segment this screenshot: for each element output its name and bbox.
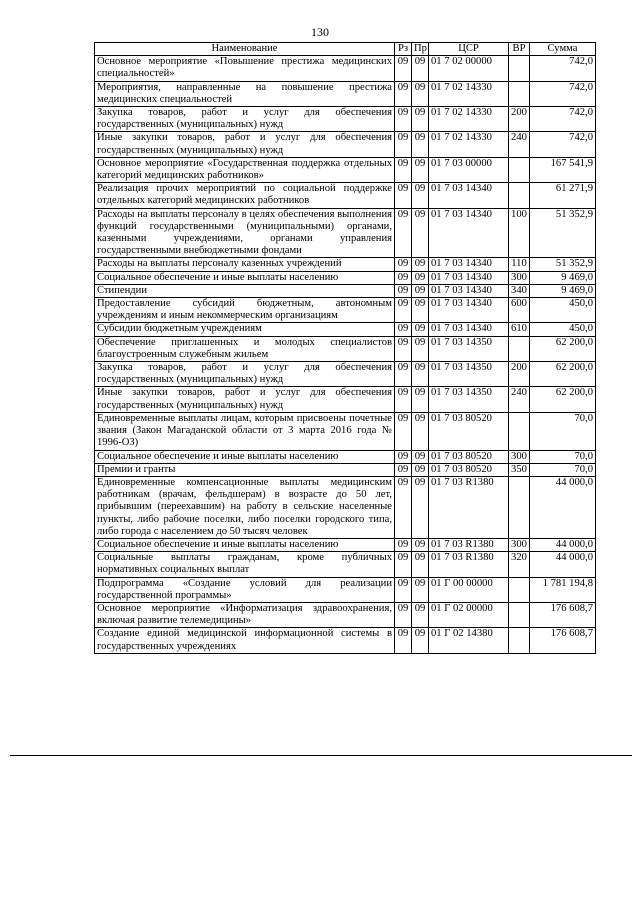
cell-csr: 01 Г 02 14380	[429, 628, 509, 653]
cell-sum: 61 271,9	[530, 183, 596, 208]
cell-pr: 09	[412, 336, 429, 361]
table-row	[95, 450, 596, 463]
cell-name: Предоставление субсидий бюджетным, автономным учреждениям и иным некоммерческим организациям	[95, 298, 395, 323]
cell-csr: 01 7 03 14350	[429, 387, 509, 412]
table-row	[95, 602, 596, 627]
cell-sum: 9 469,0	[530, 271, 596, 284]
cell-sum: 51 352,9	[530, 208, 596, 258]
cell-rz: 09	[395, 56, 412, 81]
cell-csr: 01 7 02 14330	[429, 81, 509, 106]
cell-pr: 09	[412, 538, 429, 551]
table-row	[95, 107, 596, 132]
cell-rz: 09	[395, 387, 412, 412]
cell-csr: 01 7 03 14350	[429, 362, 509, 387]
cell-name: Единовременные выплаты лицам, которым присвоены почетные звания (Закон Магаданской области от 3 марта 2016 года № 1996-ОЗ)	[95, 412, 395, 450]
cell-rz: 09	[395, 412, 412, 450]
cell-name: Создание единой медицинской информационной системы в государственных учреждениях	[95, 628, 395, 653]
table-header-row	[95, 43, 596, 56]
cell-sum: 450,0	[530, 298, 596, 323]
cell-sum: 450,0	[530, 323, 596, 336]
cell-rz: 09	[395, 552, 412, 577]
cell-pr: 09	[412, 577, 429, 602]
cell-pr: 09	[412, 208, 429, 258]
cell-vr: 350	[509, 463, 530, 476]
table-row	[95, 362, 596, 387]
table-row	[95, 56, 596, 81]
cell-csr: 01 7 03 R1380	[429, 538, 509, 551]
cell-pr: 09	[412, 450, 429, 463]
table-row	[95, 476, 596, 538]
cell-name: Основное мероприятие «Информатизация здравоохранения, включая развитие телемедицины»	[95, 602, 395, 627]
table-row	[95, 336, 596, 361]
header-name: Наименование	[95, 43, 395, 56]
table-row	[95, 463, 596, 476]
header-vr: ВР	[509, 43, 530, 56]
cell-pr: 09	[412, 107, 429, 132]
cell-name: Социальные выплаты гражданам, кроме публичных нормативных социальных выплат	[95, 552, 395, 577]
cell-csr: 01 7 03 00000	[429, 157, 509, 182]
cell-csr: 01 7 03 14340	[429, 258, 509, 271]
cell-pr: 09	[412, 602, 429, 627]
cell-sum: 167 541,9	[530, 157, 596, 182]
table-row	[95, 258, 596, 271]
cell-name: Премии и гранты	[95, 463, 395, 476]
cell-pr: 09	[412, 183, 429, 208]
table-row	[95, 552, 596, 577]
table-row	[95, 271, 596, 284]
cell-vr	[509, 628, 530, 653]
cell-csr: 01 7 03 80520	[429, 412, 509, 450]
cell-csr: 01 7 03 14340	[429, 183, 509, 208]
cell-name: Реализация прочих мероприятий по социальной поддержке отдельных категорий медицинских работников	[95, 183, 395, 208]
cell-sum: 62 200,0	[530, 336, 596, 361]
cell-pr: 09	[412, 362, 429, 387]
cell-rz: 09	[395, 463, 412, 476]
cell-name: Стипендии	[95, 284, 395, 297]
cell-pr: 09	[412, 412, 429, 450]
cell-rz: 09	[395, 450, 412, 463]
cell-vr	[509, 56, 530, 81]
cell-sum: 70,0	[530, 412, 596, 450]
cell-rz: 09	[395, 602, 412, 627]
cell-vr: 110	[509, 258, 530, 271]
cell-vr	[509, 81, 530, 106]
cell-vr: 320	[509, 552, 530, 577]
cell-vr: 300	[509, 271, 530, 284]
cell-name: Основное мероприятие «Государственная поддержка отдельных категорий медицинских работников»	[95, 157, 395, 182]
cell-vr: 300	[509, 450, 530, 463]
cell-csr: 01 Г 02 00000	[429, 602, 509, 627]
cell-pr: 09	[412, 271, 429, 284]
cell-csr: 01 7 03 R1380	[429, 476, 509, 538]
cell-pr: 09	[412, 552, 429, 577]
cell-name: Закупка товаров, работ и услуг для обеспечения государственных (муниципальных) нужд	[95, 362, 395, 387]
header-sum: Сумма	[530, 43, 596, 56]
cell-csr: 01 7 03 14350	[429, 336, 509, 361]
cell-name: Иные закупки товаров, работ и услуг для обеспечения государственных (муниципальных) нужд	[95, 387, 395, 412]
table-row	[95, 387, 596, 412]
cell-rz: 09	[395, 183, 412, 208]
cell-csr: 01 7 03 14340	[429, 298, 509, 323]
cell-name: Подпрограмма «Создание условий для реализации государственной программы»	[95, 577, 395, 602]
cell-rz: 09	[395, 538, 412, 551]
cell-vr: 240	[509, 132, 530, 157]
table-row	[95, 81, 596, 106]
cell-sum: 70,0	[530, 463, 596, 476]
cell-vr: 610	[509, 323, 530, 336]
cell-rz: 09	[395, 107, 412, 132]
cell-sum: 742,0	[530, 56, 596, 81]
cell-rz: 09	[395, 336, 412, 361]
table-row	[95, 132, 596, 157]
cell-csr: 01 7 02 14330	[429, 107, 509, 132]
cell-vr: 100	[509, 208, 530, 258]
cell-csr: 01 7 03 14340	[429, 323, 509, 336]
cell-csr: 01 7 03 14340	[429, 208, 509, 258]
cell-name: Основное мероприятие «Повышение престижа медицинских специальностей»	[95, 56, 395, 81]
cell-sum: 1 781 194,8	[530, 577, 596, 602]
cell-pr: 09	[412, 157, 429, 182]
cell-csr: 01 7 02 00000	[429, 56, 509, 81]
header-csr: ЦСР	[429, 43, 509, 56]
cell-rz: 09	[395, 271, 412, 284]
cell-sum: 70,0	[530, 450, 596, 463]
cell-rz: 09	[395, 157, 412, 182]
cell-pr: 09	[412, 132, 429, 157]
cell-pr: 09	[412, 387, 429, 412]
cell-pr: 09	[412, 81, 429, 106]
cell-rz: 09	[395, 323, 412, 336]
cell-pr: 09	[412, 284, 429, 297]
cell-rz: 09	[395, 208, 412, 258]
cell-vr: 240	[509, 387, 530, 412]
cell-vr	[509, 412, 530, 450]
table-row	[95, 284, 596, 297]
table-row	[95, 577, 596, 602]
cell-sum: 9 469,0	[530, 284, 596, 297]
cell-sum: 742,0	[530, 132, 596, 157]
cell-rz: 09	[395, 362, 412, 387]
cell-vr: 340	[509, 284, 530, 297]
cell-rz: 09	[395, 284, 412, 297]
cell-vr	[509, 157, 530, 182]
cell-name: Субсидии бюджетным учреждениям	[95, 323, 395, 336]
cell-sum: 176 608,7	[530, 628, 596, 653]
cell-csr: 01 7 02 14330	[429, 132, 509, 157]
cell-name: Социальное обеспечение и иные выплаты населению	[95, 450, 395, 463]
cell-name: Обеспечение приглашенных и молодых специалистов благоустроенным служебным жильем	[95, 336, 395, 361]
cell-name: Мероприятия, направленные на повышение престижа медицинских специальностей	[95, 81, 395, 106]
cell-name: Иные закупки товаров, работ и услуг для обеспечения государственных (муниципальных) нужд	[95, 132, 395, 157]
cell-sum: 742,0	[530, 81, 596, 106]
cell-name: Закупка товаров, работ и услуг для обеспечения государственных (муниципальных) нужд	[95, 107, 395, 132]
cell-pr: 09	[412, 298, 429, 323]
cell-vr	[509, 476, 530, 538]
cell-sum: 44 000,0	[530, 538, 596, 551]
cell-csr: 01 7 03 80520	[429, 463, 509, 476]
header-pr: Пр	[412, 43, 429, 56]
cell-vr	[509, 602, 530, 627]
cell-name: Расходы на выплаты персоналу в целях обеспечения выполнения функций государственными (муниципальными) органами, казенными учреждениями, органами управления государственными внебюджетными фондами	[95, 208, 395, 258]
cell-rz: 09	[395, 577, 412, 602]
table-row	[95, 323, 596, 336]
cell-rz: 09	[395, 258, 412, 271]
cell-name: Единовременные компенсационные выплаты медицинским работникам (врачам, фельдшерам) в возрасте до 50 лет, прибывшим (переехавшим) на работу в сельские населенные пункты, либо рабочие поселки, либо поселки городского типа, либо города с населением до 50 тысяч человек	[95, 476, 395, 538]
cell-sum: 176 608,7	[530, 602, 596, 627]
cell-rz: 09	[395, 476, 412, 538]
cell-pr: 09	[412, 476, 429, 538]
cell-sum: 62 200,0	[530, 362, 596, 387]
cell-csr: 01 7 03 80520	[429, 450, 509, 463]
cell-name: Расходы на выплаты персоналу казенных учреждений	[95, 258, 395, 271]
cell-csr: 01 Г 00 00000	[429, 577, 509, 602]
table-row	[95, 298, 596, 323]
cell-pr: 09	[412, 258, 429, 271]
cell-csr: 01 7 03 R1380	[429, 552, 509, 577]
cell-vr	[509, 183, 530, 208]
cell-vr: 300	[509, 538, 530, 551]
cell-vr: 600	[509, 298, 530, 323]
cell-name: Социальное обеспечение и иные выплаты населению	[95, 538, 395, 551]
cell-csr: 01 7 03 14340	[429, 271, 509, 284]
cell-sum: 62 200,0	[530, 387, 596, 412]
cell-pr: 09	[412, 56, 429, 81]
cell-rz: 09	[395, 628, 412, 653]
cell-vr: 200	[509, 107, 530, 132]
cell-pr: 09	[412, 628, 429, 653]
cell-name: Социальное обеспечение и иные выплаты населению	[95, 271, 395, 284]
cell-rz: 09	[395, 298, 412, 323]
cell-sum: 44 000,0	[530, 476, 596, 538]
table-row	[95, 183, 596, 208]
budget-table	[94, 42, 596, 654]
cell-vr: 200	[509, 362, 530, 387]
cell-csr: 01 7 03 14340	[429, 284, 509, 297]
cell-pr: 09	[412, 463, 429, 476]
cell-vr	[509, 336, 530, 361]
cell-rz: 09	[395, 81, 412, 106]
table-row	[95, 628, 596, 653]
table-row	[95, 538, 596, 551]
table-row	[95, 157, 596, 182]
cell-pr: 09	[412, 323, 429, 336]
cell-sum: 51 352,9	[530, 258, 596, 271]
page-rule	[10, 755, 632, 756]
header-rz: Рз	[395, 43, 412, 56]
page-number: 130	[311, 25, 329, 39]
table-row	[95, 412, 596, 450]
cell-sum: 742,0	[530, 107, 596, 132]
cell-sum: 44 000,0	[530, 552, 596, 577]
table-body	[95, 56, 596, 654]
table-row	[95, 208, 596, 258]
cell-rz: 09	[395, 132, 412, 157]
cell-vr	[509, 577, 530, 602]
